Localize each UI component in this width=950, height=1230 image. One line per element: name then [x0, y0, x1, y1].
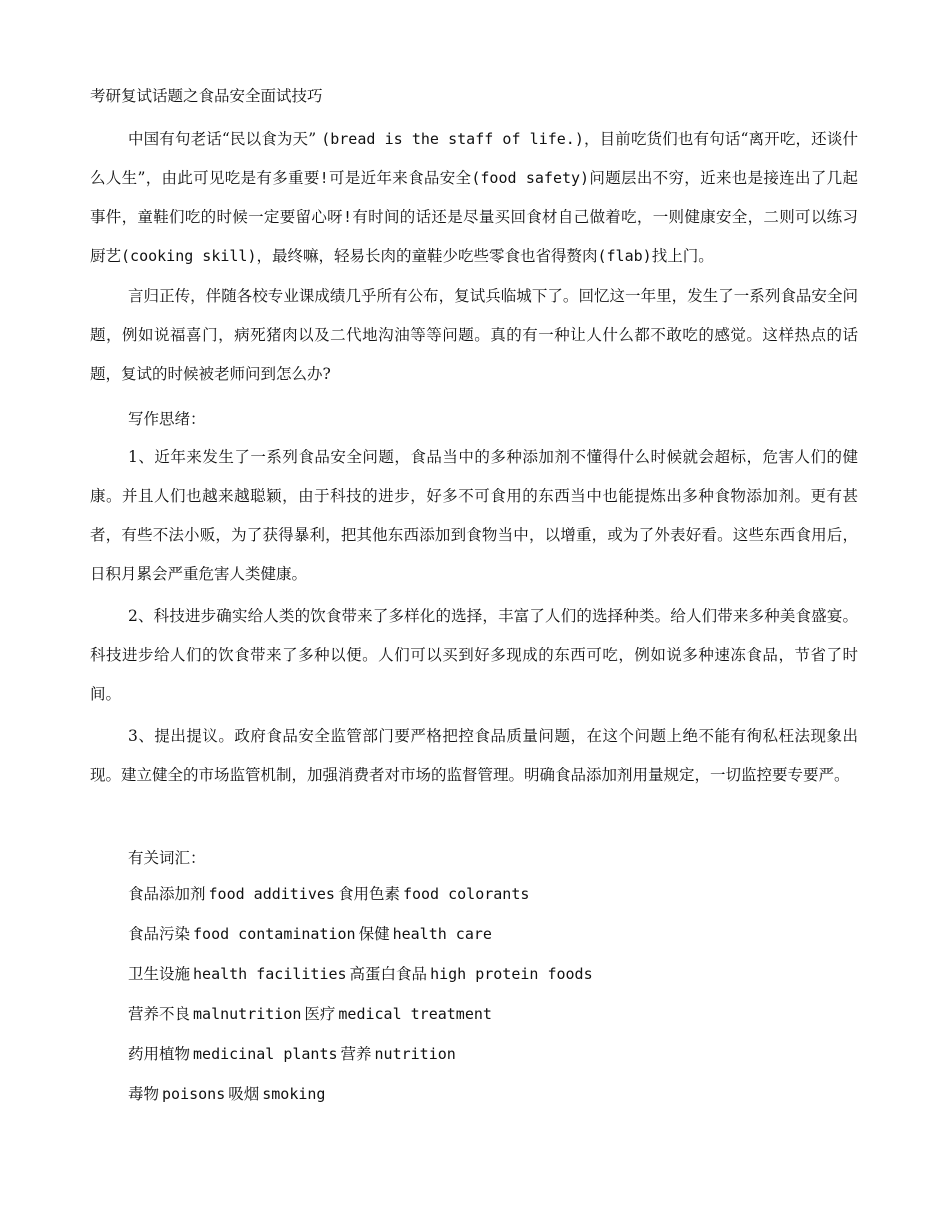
vocab-term-en: food colorants	[402, 885, 530, 903]
vocab-line-2	[128, 924, 495, 944]
vocab-term-en: medical treatment	[338, 1005, 492, 1023]
topic-paragraph: 言归正传，伴随各校专业课成绩几乎所有公布，复试兵临城下了。回忆这一年里，发生了一系列食品安全问题，例如说福喜门，病死猪肉以及二代地沟油等等问题。真的有一种让人什么都不敢吃的感觉。这样热点的话题，复试的时候被老师问到怎么办?	[90, 287, 858, 383]
vocab-line-3	[128, 964, 596, 984]
intro-english-a: (bread is the staff of life.)	[321, 130, 584, 148]
vocab-term-zh: 食品添加剂	[128, 885, 206, 903]
intro-text-g: 找上门。	[651, 247, 714, 265]
intro-text-f: ，最终嘛，轻易长肉的童鞋少吃些零食也省得赘肉	[256, 247, 598, 265]
intro-exclamation-1: !	[319, 169, 329, 187]
vocab-term-zh: 医疗	[304, 1005, 336, 1023]
vocab-term-zh: 食用色素	[337, 885, 400, 903]
vocab-term-en: nutrition	[374, 1045, 456, 1063]
vocab-line-1	[128, 884, 532, 904]
vocab-line-6	[128, 1084, 328, 1104]
intro-text-a: 中国有句老话“民以食为天”	[128, 130, 317, 148]
intro-english-c: (food safety)	[471, 169, 590, 187]
vocab-term-en: health facilities	[193, 965, 347, 983]
vocab-term-en: malnutrition	[193, 1005, 302, 1023]
vocab-term-en: food additives	[208, 885, 335, 903]
point-2-paragraph: 2、科技进步确实给人类的饮食带来了多样化的选择，丰富了人们的选择种类。给人们带来多种美食盛宴。科技进步给人们的饮食带来了多种以便。人们可以买到好多现成的东西可吃，例如说多种速冻食品，节省了时间。	[90, 607, 858, 703]
point-3-paragraph: 3、提出提议。政府食品安全监管部门要严格把控食品质量问题，在这个问题上绝不能有徇私枉法现象出现。建立健全的市场监管机制，加强消费者对市场的监督管理。明确食品添加剂用量规定，一切监控要专要严。	[90, 727, 858, 784]
vocab-term-zh: 保健	[358, 925, 390, 943]
intro-text-b: ，目前吃货们也有句话“离开吃，还谈什么人生”，由此可见吃是有多重要	[90, 130, 858, 187]
vocab-term-en: poisons	[162, 1085, 226, 1103]
vocab-term-zh: 毒物	[128, 1085, 160, 1103]
document-title: 考研复试话题之食品安全面试技巧	[90, 87, 323, 105]
vocab-term-en: food contamination	[193, 925, 356, 943]
vocab-line-5	[128, 1044, 459, 1064]
vocab-line-4	[128, 1004, 495, 1024]
vocab-heading: 有关词汇：	[128, 849, 206, 867]
writing-heading: 写作思绪：	[128, 410, 206, 428]
vocab-term-zh: 营养	[340, 1045, 372, 1063]
vocab-term-zh: 药用植物	[128, 1045, 191, 1063]
vocab-term-zh: 食品污染	[128, 925, 191, 943]
vocab-term-zh: 卫生设施	[128, 965, 191, 983]
vocab-term-en: medicinal plants	[193, 1045, 338, 1063]
vocab-term-zh: 吸烟	[228, 1085, 260, 1103]
vocab-term-en: health care	[392, 925, 492, 943]
vocab-term-zh: 高蛋白食品	[349, 965, 428, 983]
intro-exclamation-2: !	[342, 208, 353, 226]
point-1-paragraph: 1、近年来发生了一系列食品安全问题，食品当中的多种添加剂不懂得什么时候就会超标，危害人们的健康。并且人们也越来越聪颖，由于科技的进步，好多不可食用的东西当中也能提炼出多种食物添加剂。更有甚者，有些不法小贩，为了获得暴利，把其他东西添加到食物当中，以增重，或为了外表好看。这些东西食用后，日积月累会严重危害人类健康。	[90, 448, 858, 583]
intro-text-e: 有时间的话还是尽量买回食材自己做着吃，一则健康安全，二则可以练习厨艺	[90, 208, 858, 265]
vocab-term-zh: 营养不良	[128, 1005, 191, 1023]
intro-text-d: 问题层出不穷，近来也是接连出了几起事件，童鞋们吃的时候一定要留心呀	[90, 169, 858, 226]
vocab-term-en: high protein foods	[430, 965, 593, 983]
vocab-term-en: smoking	[262, 1085, 326, 1103]
intro-english-f: (flab)	[597, 247, 652, 265]
intro-paragraph	[90, 120, 858, 276]
intro-text-c: 可是近年来食品安全	[328, 169, 472, 187]
intro-english-e: (cooking skill)	[121, 247, 257, 265]
